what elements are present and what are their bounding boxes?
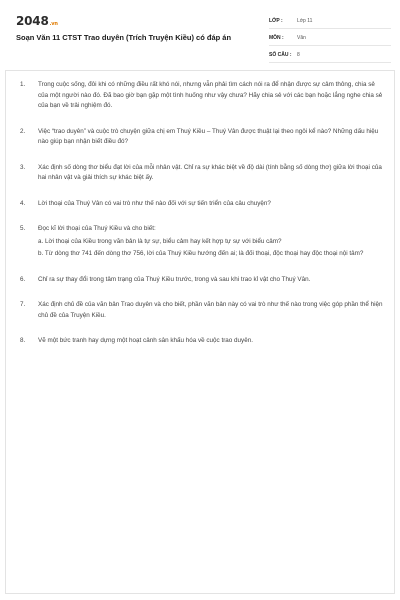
logo-text: 2048	[16, 14, 49, 28]
sub-question: a. Lời thoại của Kiều trong văn bản là tự sự, biểu cảm hay kết hợp tự sự với biểu cảm?	[38, 237, 282, 245]
question-list	[20, 80, 384, 362]
question-item	[20, 300, 384, 321]
question-text: Chỉ ra sự thay đổi trong tâm trạng của Thuý Kiều trước, trong và sau khi trao kỉ vật cho Thuý Vân.	[38, 275, 311, 283]
question-text: Trong cuộc sống, đôi khi có những điều rất khó nói, nhưng vẫn phải tìm cách nói ra để nhận được sự cảm thông, chia sẻ của một người nào đó. Đã bao giờ bạn gặp một tình huống như vậy chưa? Hãy chia sẻ với các bạn hoặc lắng nghe chia sẻ của bạn về trải nghiệm đó.	[38, 81, 383, 109]
question-number: 6.	[20, 275, 26, 283]
question-number: 5.	[20, 225, 26, 232]
question-text: Vẽ một bức tranh hay dựng một hoạt cảnh sân khấu hóa về cuộc trao duyên.	[38, 337, 253, 344]
question-number: 2.	[20, 127, 26, 135]
meta-value: 8	[297, 52, 300, 58]
question-text: Xác định chủ đề của văn bản Trao duyên và cho biết, phần văn bản này có vai trò như thế nào trong việc góp phần thể hiện chủ đề của Truyện Kiều.	[38, 301, 383, 319]
meta-label: LỚP :	[269, 18, 283, 24]
question-number: 8.	[20, 337, 26, 344]
meta-row-class	[269, 14, 391, 29]
meta-value: Lớp 11	[297, 18, 313, 24]
question-number: 4.	[20, 199, 26, 207]
question-text: Xác định số dòng thơ biểu đạt lời của mỗi nhân vật. Chỉ ra sự khác biệt về độ dài (tính bằng số dòng thơ) giữa lời thoại của hai nhân vật và giải thích sự khác biệt ấy.	[38, 163, 382, 181]
question-text: Lời thoại của Thuý Vân có vai trò như thế nào đối với sự tiến triển của câu chuyện?	[38, 199, 271, 207]
question-body	[38, 224, 384, 260]
question-number: 1.	[20, 81, 26, 88]
meta-label: MÔN :	[269, 35, 284, 41]
question-number: 3.	[20, 163, 26, 171]
question-item	[20, 80, 384, 112]
site-logo[interactable]	[16, 14, 58, 28]
meta-label: SỐ CÂU :	[269, 52, 292, 58]
document-meta	[269, 14, 391, 65]
question-text: Việc “trao duyên” và cuộc trò chuyện giữa chị em Thuý Kiều – Thuý Vân được thuật lại theo ngôi kể nào? Những dấu hiệu nào giúp bạn nhận biết điều đó?	[38, 127, 379, 145]
document-title: Soạn Văn 11 CTST Trao duyên (Trích Truyện Kiều) có đáp án	[16, 33, 232, 42]
meta-row-count	[269, 48, 391, 63]
question-item	[20, 199, 384, 210]
question-item	[20, 163, 384, 184]
logo-suffix: .vn	[49, 21, 58, 27]
question-item	[20, 127, 384, 148]
meta-row-subject	[269, 31, 391, 46]
sub-question: b. Từ dòng thơ 741 đến dòng thơ 756, lời của Thuý Kiều hướng đến ai; là đối thoại, độc thoại hay độc thoại nội tâm?	[38, 250, 364, 257]
question-number: 7.	[20, 301, 26, 308]
question-item	[20, 336, 384, 347]
question-item	[20, 275, 384, 286]
question-text: Đọc kĩ lời thoại của Thuý Kiều và cho biết:	[38, 225, 156, 232]
meta-value: Văn	[297, 35, 306, 41]
question-item	[20, 224, 384, 260]
document-header	[16, 14, 390, 68]
